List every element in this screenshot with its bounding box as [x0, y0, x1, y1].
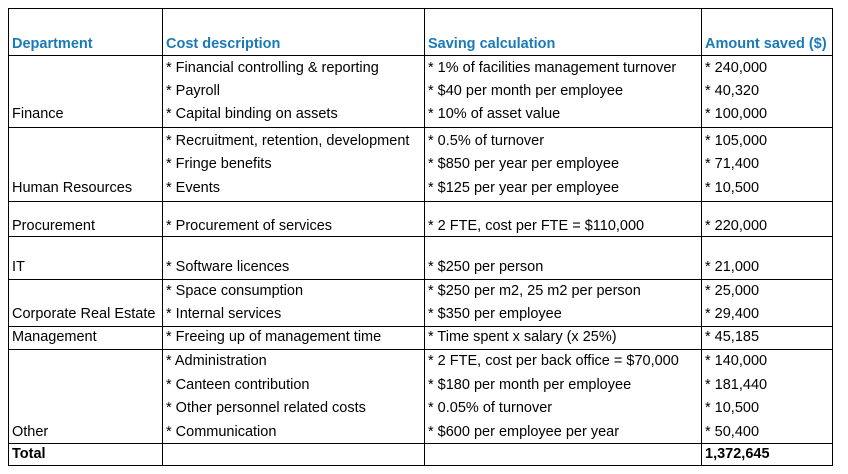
- saving-calculation: * $600 per employee per year: [428, 424, 620, 440]
- saving-calculation: * 2 FTE, cost per back office = $70,000: [428, 353, 679, 369]
- header-amount-saved: Amount saved ($): [705, 36, 827, 52]
- cost-description: * Internal services: [166, 306, 282, 322]
- header-department: Department: [12, 36, 93, 52]
- cost-description: * Space consumption: [166, 283, 304, 299]
- amount-saved: * 100,000: [705, 106, 768, 122]
- amount-saved: * 25,000: [705, 283, 760, 299]
- department-management: Management: [12, 329, 97, 345]
- cost-description: * Capital binding on assets: [166, 106, 338, 122]
- saving-calculation: * 10% of asset value: [428, 106, 561, 122]
- amount-saved: * 220,000: [705, 218, 768, 234]
- cost-description: * Other personnel related costs: [166, 400, 366, 416]
- department-other: Other: [12, 424, 49, 440]
- total-label: Total: [12, 446, 46, 462]
- saving-calculation: * $350 per employee: [428, 306, 562, 322]
- saving-calculation: * $250 per person: [428, 259, 544, 275]
- department-finance: Finance: [12, 106, 64, 122]
- saving-calculation: * $180 per month per employee: [428, 377, 632, 393]
- amount-saved: * 21,000: [705, 259, 760, 275]
- amount-saved: * 50,400: [705, 424, 760, 440]
- total-amount: 1,372,645: [705, 446, 770, 462]
- header-cost-description: Cost description: [166, 36, 281, 52]
- saving-calculation: * $125 per year per employee: [428, 180, 620, 196]
- amount-saved: * 40,320: [705, 83, 760, 99]
- amount-saved: * 10,500: [705, 180, 760, 196]
- cost-description: * Payroll: [166, 83, 220, 99]
- cost-description: * Events: [166, 180, 220, 196]
- department-corporate-real-estate: Corporate Real Estate: [12, 306, 156, 322]
- saving-calculation: * 1% of facilities management turnover: [428, 60, 677, 76]
- amount-saved: * 10,500: [705, 400, 760, 416]
- department-human-resources: Human Resources: [12, 180, 133, 196]
- saving-calculation: * 0.5% of turnover: [428, 133, 545, 149]
- cost-description: * Financial controlling & reporting: [166, 60, 379, 76]
- header-saving-calculation: Saving calculation: [428, 36, 556, 52]
- amount-saved: * 181,440: [705, 377, 768, 393]
- cost-description: * Canteen contribution: [166, 377, 310, 393]
- amount-saved: * 45,185: [705, 329, 760, 345]
- amount-saved: * 140,000: [705, 353, 768, 369]
- saving-calculation: * $850 per year per employee: [428, 156, 620, 172]
- cost-description: * Freeing up of management time: [166, 329, 382, 345]
- saving-calculation: * $250 per m2, 25 m2 per person: [428, 283, 641, 299]
- saving-calculation: * 0.05% of turnover: [428, 400, 553, 416]
- saving-calculation: * $40 per month per employee: [428, 83, 624, 99]
- cost-description: * Administration: [166, 353, 267, 369]
- amount-saved: * 29,400: [705, 306, 760, 322]
- department-procurement: Procurement: [12, 218, 96, 234]
- department-it: IT: [12, 259, 25, 275]
- amount-saved: * 240,000: [705, 60, 768, 76]
- cost-description: * Procurement of services: [166, 218, 333, 234]
- cost-description: * Recruitment, retention, development: [166, 133, 410, 149]
- cost-description: * Communication: [166, 424, 277, 440]
- saving-calculation: * 2 FTE, cost per FTE = $110,000: [428, 218, 645, 234]
- amount-saved: * 71,400: [705, 156, 760, 172]
- saving-calculation: * Time spent x salary (x 25%): [428, 329, 617, 345]
- amount-saved: * 105,000: [705, 133, 768, 149]
- cost-description: * Software licences: [166, 259, 290, 275]
- cost-description: * Fringe benefits: [166, 156, 272, 172]
